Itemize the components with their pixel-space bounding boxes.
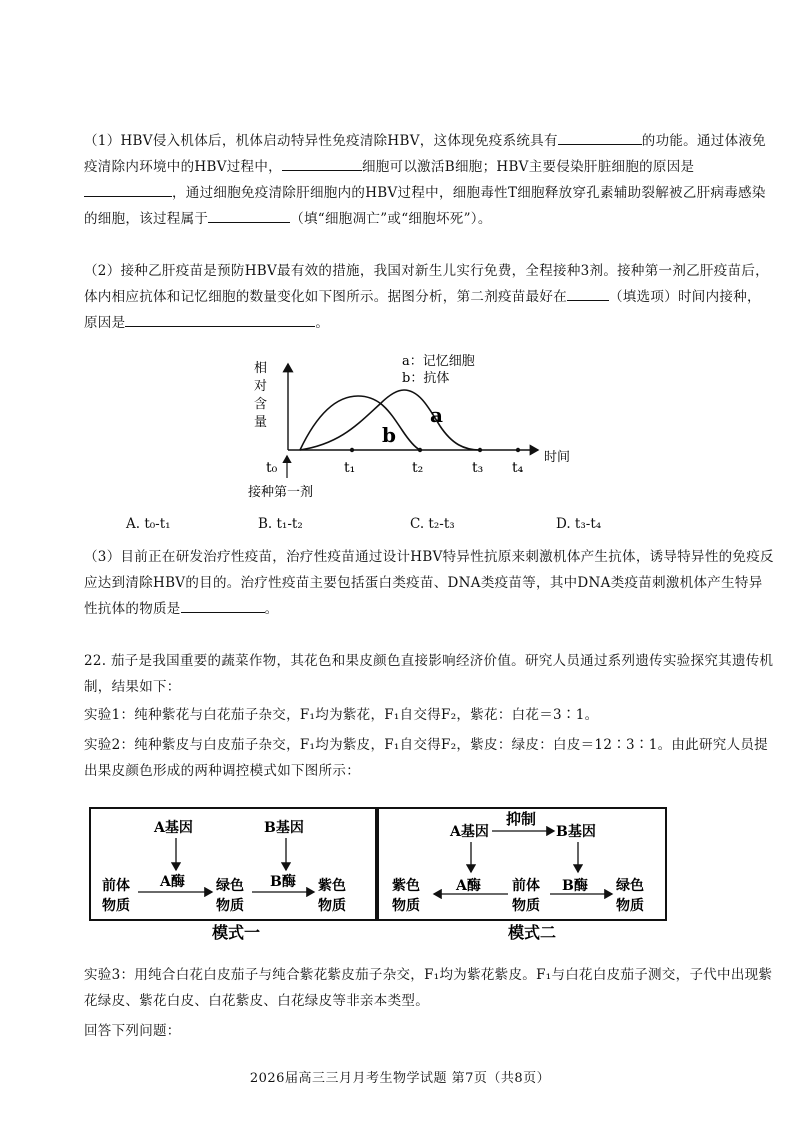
q21-p1-text-c: 细胞可以激活B细胞；HBV主要侵染肝脏细胞的原因是: [361, 159, 695, 175]
tick-t4: [516, 448, 520, 452]
answer-blank-6[interactable]: [125, 312, 315, 327]
m2-green-1: 绿色: [616, 878, 644, 894]
m2-gene-a: A基因: [450, 824, 489, 840]
tick-label-t2: t₂: [412, 460, 424, 476]
q21-p1-text-d: ，通过细胞免疫清除肝细胞内的HBV过程中，细胞毒性T细胞释放穿孔素辅助裂解被乙肝病毒感染的细胞，该过程属于: [84, 185, 766, 227]
legend-b: b：抗体: [402, 371, 450, 386]
m2-purple-1: 紫色: [392, 878, 420, 894]
m1-enzyme-a: A酶: [160, 874, 185, 890]
m2-precursor-2: 物质: [512, 898, 540, 914]
q21-p3-text-b: 。: [264, 601, 279, 617]
option-b[interactable]: B. t₁-t₂: [258, 516, 303, 532]
tick-label-t4: t₄: [512, 460, 524, 476]
q21-part2: [84, 258, 774, 336]
tick-label-t0: t₀: [266, 460, 278, 476]
m2-title: 模式二: [508, 923, 557, 942]
q22-intro: 22. 茄子是我国重要的蔬菜作物，其花色和果皮颜色直接影响经济价值。研究人员通过系列遗传实验探究其遗传机制，结果如下：: [84, 653, 774, 695]
m2-inhibit: 抑制: [506, 810, 537, 828]
antibody-memory-cell-graph: [240, 350, 590, 510]
q21-p1-text-b: 的功能。通过体液免疫清除内环境中的HBV过程中，: [84, 133, 766, 175]
page-footer: 2026届高三三月月考生物学试题 第7页（共8页）: [249, 1071, 551, 1086]
q21-p3-text-a: （3）目前正在研发治疗性疫苗，治疗性疫苗通过设计HBV特异性抗原来刺激机体产生抗体，诱导特异性的免疫反应达到清除HBV的目的。治疗性疫苗主要包括蛋白类疫苗、DNA类疫苗等，其中DNA类疫苗刺激机体产生特异性抗体的物质是: [84, 549, 774, 617]
m1-title: 模式一: [212, 923, 261, 942]
q21-p2-text-c: 。: [315, 315, 330, 331]
answer-blank-5[interactable]: [567, 286, 609, 301]
y-label-4: 量: [254, 415, 268, 430]
q21-part1: [84, 128, 774, 232]
answer-blank-2[interactable]: [282, 156, 362, 171]
m1-gene-b: B基因: [264, 820, 304, 836]
tick-t2: [418, 448, 422, 452]
q21-part3: [84, 544, 774, 622]
q22-exp3: 实验3：用纯合白花白皮茄子与纯合紫花紫皮茄子杂交，F₁均为紫花紫皮。F₁与白花白皮茄子测交，子代中出现紫花绿皮、紫花白皮、白花紫皮、白花绿皮等非亲本类型。: [84, 967, 773, 1009]
m1-precursor-1: 前体: [102, 878, 130, 894]
option-c[interactable]: C. t₂-t₃: [410, 516, 455, 532]
m2-enzyme-b: B酶: [562, 878, 588, 894]
m2-gene-b: B基因: [556, 824, 596, 840]
regulation-models-diagram: [88, 806, 670, 946]
q21-p2-text-b: （填选项）时间内接种，原因是: [84, 289, 761, 331]
m2-green-2: 物质: [616, 898, 644, 914]
y-label-2: 对: [254, 379, 268, 394]
q22-exp1: 实验1：纯种紫花与白花茄子杂交，F₁均为紫花，F₁自交得F₂，紫花：白花＝3∶1。: [84, 707, 599, 723]
curve-a-label: a: [430, 403, 443, 427]
m2-purple-2: 物质: [392, 898, 420, 914]
q21-p1-text-a: （1）HBV侵入机体后，机体启动特异性免疫清除HBV，这体现免疫系统具有: [84, 133, 558, 149]
tick-label-t1: t₁: [344, 460, 356, 476]
answer-blank-1[interactable]: [558, 130, 642, 145]
option-a[interactable]: A. t₀-t₁: [126, 516, 171, 532]
m1-precursor-2: 物质: [102, 898, 130, 914]
m2-precursor-1: 前体: [512, 878, 540, 894]
m1-gene-a: A基因: [154, 820, 193, 836]
curve-b-antibody: [300, 396, 420, 450]
tick-label-t3: t₃: [472, 460, 484, 476]
m1-enzyme-b: B酶: [270, 874, 296, 890]
answer-blank-7[interactable]: [181, 598, 265, 613]
m2-enzyme-a: A酶: [456, 878, 481, 894]
m1-green-1: 绿色: [216, 878, 244, 894]
x-label: 时间: [544, 450, 571, 465]
m1-purple-2: 物质: [318, 898, 346, 914]
m1-purple-1: 紫色: [318, 878, 346, 894]
q21-p1-text-e: （填“细胞凋亡”或“细胞坏死”）。: [290, 211, 492, 227]
answer-blank-3[interactable]: [84, 182, 172, 197]
q22-answer-prompt: 回答下列问题：: [84, 1023, 181, 1039]
q22-exp2: 实验2：纯种紫皮与白皮茄子杂交，F₁均为紫皮，F₁自交得F₂，紫皮：绿皮：白皮＝12∶3∶1。由此研究人员提出果皮颜色形成的两种调控模式如下图所示：: [84, 737, 768, 779]
injection-label: 接种第一剂: [248, 485, 314, 500]
y-label-3: 含: [254, 397, 268, 412]
option-d[interactable]: D. t₃-t₄: [556, 516, 602, 532]
curve-b-label: b: [382, 423, 396, 447]
y-label-1: 相: [254, 361, 268, 376]
m1-green-2: 物质: [216, 898, 244, 914]
tick-t1: [350, 448, 354, 452]
q21-p2-text-a: （2）接种乙肝疫苗是预防HBV最有效的措施，我国对新生儿实行免费，全程接种3剂。接种第一剂乙肝疫苗后，体内相应抗体和记忆细胞的数量变化如下图所示。据图分析，第二剂疫苗最好在: [84, 263, 769, 305]
legend-a: a：记忆细胞: [402, 354, 475, 369]
answer-blank-4[interactable]: [208, 208, 290, 223]
tick-t3: [478, 448, 482, 452]
